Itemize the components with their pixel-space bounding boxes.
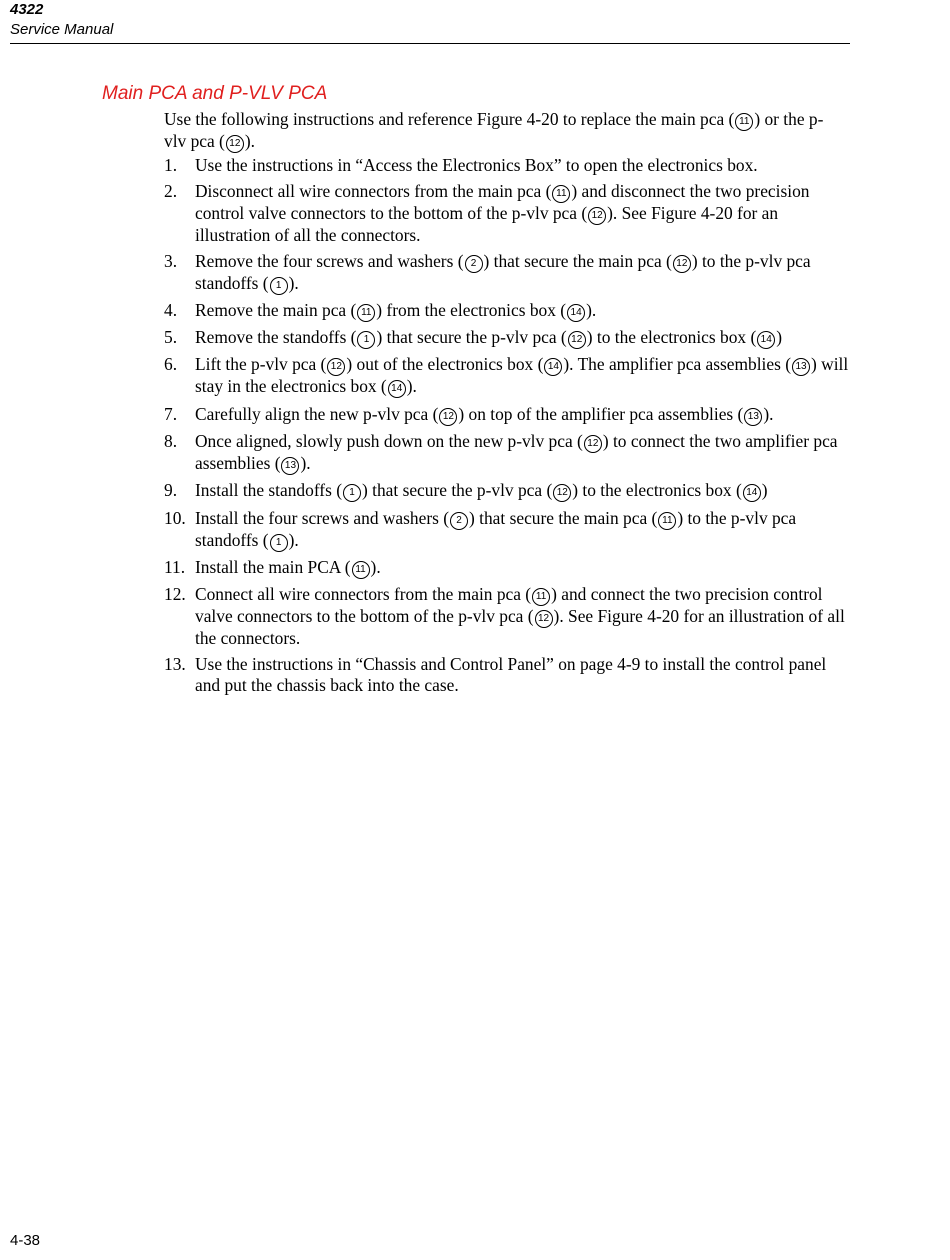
callout-number: 12: [327, 358, 345, 376]
text-run: Install the main PCA (: [195, 556, 351, 577]
step-item: [164, 654, 854, 695]
step-item: [164, 431, 854, 475]
text-run: ) and disconnect the two precision control valve connectors to the bottom of the p-vlv pca (: [195, 180, 810, 223]
text-run: ).: [244, 131, 255, 151]
page-number: 4-38: [10, 1232, 41, 1249]
callout-number: 14: [757, 331, 775, 349]
step-number: 5.: [164, 327, 178, 348]
text-run: ) that secure the main pca (: [483, 250, 672, 271]
callout-number: 13: [281, 457, 299, 475]
step-text: [195, 431, 838, 473]
callout-number: 14: [743, 484, 761, 502]
step-text: [195, 327, 782, 347]
text-run: Install the four screws and washers (: [195, 507, 450, 528]
step-item: [164, 155, 854, 176]
callout-number: 12: [673, 255, 691, 273]
text-run: ).: [370, 556, 381, 577]
callout-number: 1: [270, 534, 288, 552]
text-run: ) to the p-vlv pca standoffs (: [195, 250, 811, 293]
step-text: [195, 480, 768, 500]
step-number: 9.: [164, 480, 178, 501]
step-number: 12.: [164, 584, 186, 605]
text-run: Remove the standoffs (: [195, 327, 357, 348]
text-run: Remove the four screws and washers (: [195, 250, 464, 271]
text-run: Use the following instructions and reference Figure 4-20 to replace the main pca (: [164, 109, 735, 129]
callout-number: 12: [584, 435, 602, 453]
header-divider: [10, 43, 850, 44]
text-run: Disconnect all wire connectors from the main pca (: [195, 180, 552, 201]
step-text: [195, 557, 381, 577]
callout-number: 12: [553, 484, 571, 502]
text-run: ) out of the electronics box (: [346, 354, 544, 375]
text-run: Once aligned, slowly push down on the new p-vlv pca (: [195, 431, 583, 452]
step-text: [195, 354, 848, 396]
step-number: 13.: [164, 654, 186, 675]
text-run: Use the instructions in “Access the Electronics Box” to open the electronics box.: [195, 155, 758, 175]
step-item: [164, 404, 854, 426]
callout-number: 12: [226, 135, 244, 153]
callout-number: 12: [568, 331, 586, 349]
intro-paragraph: [164, 109, 844, 153]
text-run: Install the standoffs (: [195, 480, 342, 501]
callout-number: 14: [567, 304, 585, 322]
text-run: Carefully align the new p-vlv pca (: [195, 403, 439, 424]
text-run: Use the instructions in “Chassis and Control Panel” on page 4-9 to install the control panel and put the chassis back into the case.: [195, 654, 827, 695]
text-run: ) and connect the two precision control valve connectors to the bottom of the p-vlv pca (: [195, 584, 823, 627]
callout-number: 11: [352, 561, 370, 579]
step-number: 6.: [164, 354, 178, 375]
model-number: 4322: [10, 1, 44, 18]
callout-number: 1: [343, 484, 361, 502]
text-run: ).: [288, 529, 299, 550]
callout-number: 14: [544, 358, 562, 376]
callout-number: 12: [588, 207, 606, 225]
callout-number: 11: [735, 113, 753, 131]
callout-number: 11: [532, 588, 550, 606]
callout-number: 12: [535, 610, 553, 628]
step-number: 1.: [164, 155, 178, 175]
callout-number: 1: [357, 331, 375, 349]
section-title: Main PCA and P-VLV PCA: [102, 83, 328, 104]
step-number: 4.: [164, 299, 178, 320]
text-run: ).: [763, 403, 774, 424]
step-item: [164, 354, 854, 398]
text-run: ). See Figure 4-20 for an illustration of all the connectors.: [195, 606, 845, 649]
step-item: [164, 584, 854, 649]
text-run: ).: [288, 272, 299, 293]
step-item: [164, 251, 854, 295]
step-text: [195, 404, 773, 424]
step-text: [195, 251, 811, 293]
text-run: ).: [300, 453, 311, 474]
step-item: [164, 181, 854, 246]
text-run: ) to the electronics box (: [572, 480, 742, 501]
callout-number: 2: [465, 255, 483, 273]
text-run: ): [776, 327, 783, 348]
text-run: ) to connect the two amplifier pca assemblies (: [195, 431, 838, 474]
step-item: [164, 327, 854, 349]
callout-number: 13: [744, 408, 762, 426]
step-item: [164, 508, 854, 552]
text-run: ) from the electronics box (: [376, 299, 567, 320]
manual-title: Service Manual: [10, 21, 114, 38]
text-run: ) or the p-vlv pca (: [164, 109, 824, 151]
step-item: [164, 300, 854, 322]
step-number: 8.: [164, 431, 178, 452]
text-run: ).: [406, 376, 417, 397]
callout-number: 1: [270, 277, 288, 295]
callout-number: 13: [792, 358, 810, 376]
step-item: [164, 557, 854, 579]
text-run: ) will stay in the electronics box (: [195, 354, 849, 397]
step-text: [195, 155, 758, 175]
text-run: ) to the electronics box (: [586, 327, 757, 348]
text-run: ) that secure the p-vlv pca (: [376, 327, 567, 348]
text-run: ).: [586, 299, 597, 320]
callout-number: 12: [439, 408, 457, 426]
text-run: ). See Figure 4-20 for an illustration of all the connectors.: [195, 202, 779, 245]
step-text: [195, 181, 809, 245]
step-number: 10.: [164, 507, 186, 528]
text-run: Lift the p-vlv pca (: [195, 354, 327, 375]
text-run: Remove the main pca (: [195, 299, 357, 320]
text-run: ) that secure the main pca (: [469, 507, 658, 528]
page-header: [10, 0, 850, 39]
step-item: [164, 480, 854, 502]
step-text: [195, 300, 596, 320]
step-text: [195, 508, 796, 550]
callout-number: 14: [388, 380, 406, 398]
callout-number: 11: [658, 512, 676, 530]
callout-number: 11: [552, 185, 570, 203]
step-text: [195, 584, 845, 648]
step-text: [195, 654, 826, 695]
text-run: ) to the p-vlv pca standoffs (: [195, 507, 797, 550]
step-number: 2.: [164, 180, 178, 201]
text-run: ) on top of the amplifier pca assemblies (: [458, 403, 744, 424]
step-number: 3.: [164, 250, 178, 271]
step-number: 7.: [164, 403, 178, 424]
text-run: ) that secure the p-vlv pca (: [362, 480, 553, 501]
text-run: Connect all wire connectors from the main pca (: [195, 584, 532, 605]
callout-number: 2: [450, 512, 468, 530]
step-number: 11.: [164, 556, 186, 577]
callout-number: 11: [357, 304, 375, 322]
procedure-steps: [164, 155, 854, 700]
text-run: ): [761, 480, 768, 501]
text-run: ). The amplifier pca assemblies (: [563, 354, 791, 375]
